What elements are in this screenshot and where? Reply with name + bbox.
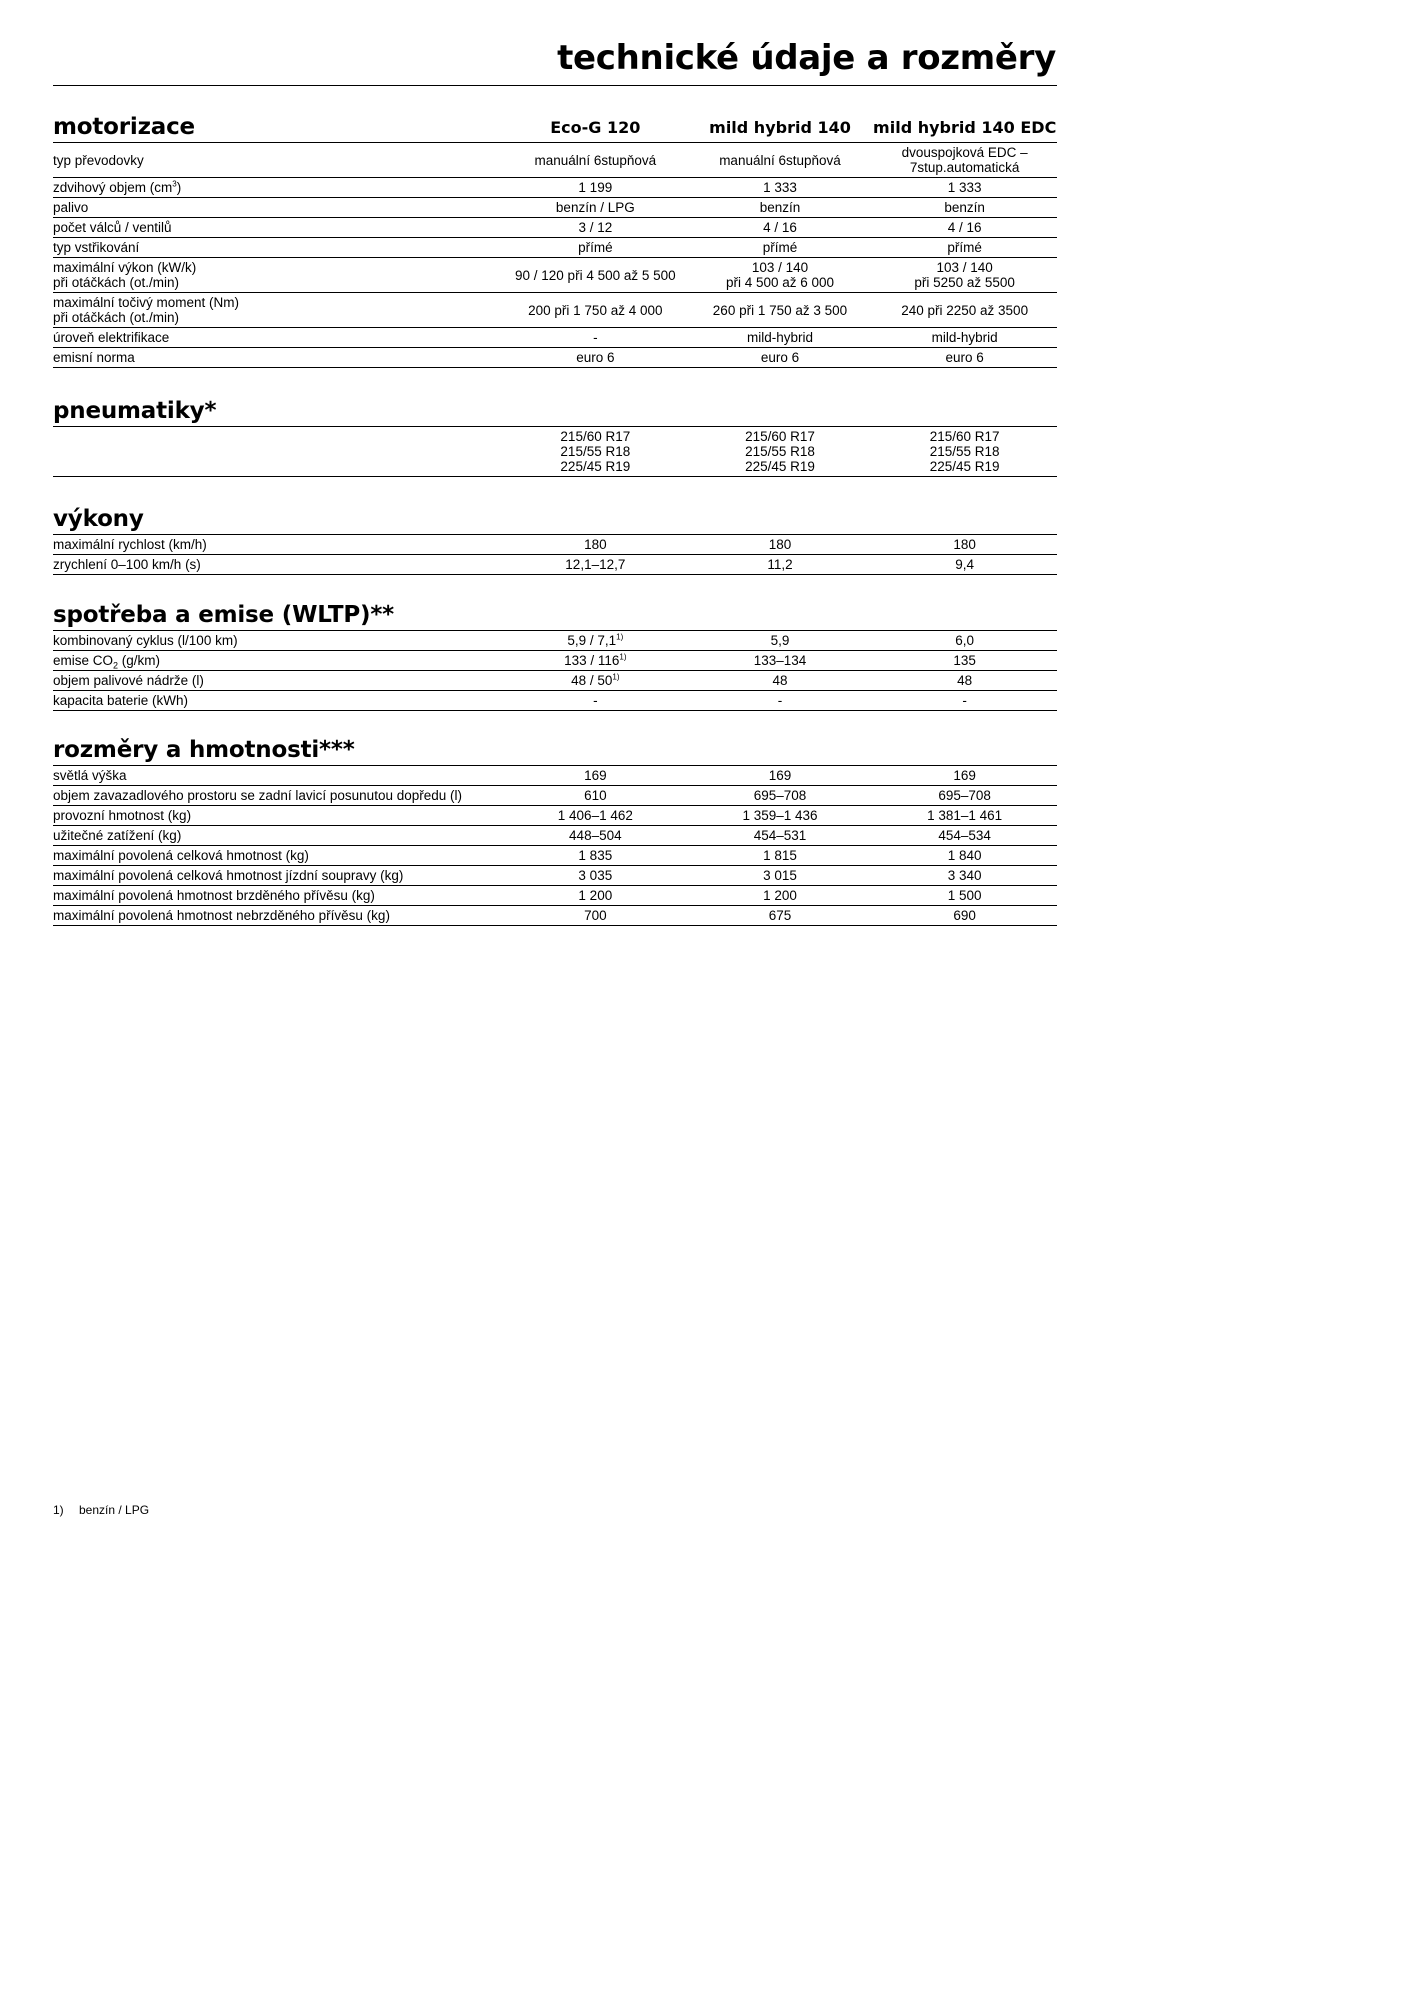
row-label-text: maximální povolená hmotnost brzděného přívěsu (kg) [53, 888, 375, 903]
row-label [53, 651, 503, 671]
row-label [53, 258, 503, 293]
value-cell [503, 671, 688, 691]
footnote-ref: 1) [612, 672, 620, 682]
value-cell [688, 535, 873, 555]
value-cell [688, 293, 873, 328]
row-label [53, 846, 503, 866]
value-cell [503, 143, 688, 178]
table-row [53, 143, 1057, 178]
value-cell [872, 535, 1057, 555]
value-cell [688, 218, 873, 238]
value-cell [688, 866, 873, 886]
value-cell [503, 866, 688, 886]
value-text: 48 / 50 [571, 673, 613, 688]
spec-table-pneumatiky [53, 426, 1057, 477]
value-cell [872, 846, 1057, 866]
row-label-text: kapacita baterie (kWh) [53, 693, 189, 708]
table-row [53, 535, 1057, 555]
footnote-ref: 1) [619, 652, 627, 662]
row-label-text: provozní hmotnost (kg) [53, 808, 192, 823]
row-label-text: zrychlení 0–100 km/h (s) [53, 557, 201, 572]
value-text: 1 406–1 462 [557, 808, 633, 823]
value-text: 448–504 [569, 828, 622, 843]
value-cell [503, 886, 688, 906]
value-text: 180 [768, 537, 792, 552]
value-cell [503, 691, 688, 711]
value-text: 1 333 [763, 180, 797, 195]
row-label [53, 671, 503, 691]
row-label [53, 786, 503, 806]
value-text: euro 6 [760, 350, 800, 365]
row-label [53, 806, 503, 826]
value-cell [872, 218, 1057, 238]
row-label [53, 631, 503, 651]
value-cell [872, 886, 1057, 906]
value-cell [503, 258, 688, 293]
row-label-text: maximální povolená celková hmotnost (kg) [53, 848, 309, 863]
row-label [53, 238, 503, 258]
section-motorizace [53, 112, 1057, 368]
value-cell [688, 671, 873, 691]
value-cell [503, 293, 688, 328]
value-text: 610 [584, 788, 607, 803]
row-label-text: počet válců / ventilů [53, 220, 172, 235]
row-label-text: emise CO [53, 653, 114, 668]
value-cell [688, 555, 873, 575]
value-cell [688, 238, 873, 258]
value-cell [503, 786, 688, 806]
value-text: 90 / 120 při 4 500 až 5 500 [515, 267, 676, 283]
row-label [53, 178, 503, 198]
section-spotreba [53, 600, 1057, 711]
value-text: 135 [953, 653, 976, 668]
row-label [53, 555, 503, 575]
value-cell [688, 427, 873, 477]
section-heading-motorizace: motorizace [53, 114, 195, 140]
value-cell [872, 671, 1057, 691]
value-text: 180 [953, 537, 976, 552]
table-row [53, 631, 1057, 651]
row-label [53, 535, 503, 555]
value-cell [688, 806, 873, 826]
row-label-text: palivo [53, 200, 89, 215]
row-label-text: světlá výška [53, 768, 127, 783]
row-label [53, 427, 503, 477]
value-text: 1 840 [947, 848, 982, 863]
value-cell [872, 691, 1057, 711]
value-text: 215/60 R17 215/55 R18 225/45 R19 [745, 429, 815, 474]
page-title: technické údaje a rozměry [557, 38, 1056, 78]
table-row [53, 427, 1057, 477]
value-text: 1 200 [763, 888, 797, 903]
value-text: - [593, 693, 598, 708]
table-row [53, 691, 1057, 711]
label-superscript: 3 [172, 179, 177, 189]
value-text: 48 [772, 673, 788, 688]
row-label [53, 766, 503, 786]
value-text: 695–708 [938, 788, 991, 803]
value-cell [872, 806, 1057, 826]
label-subscript: 2 [113, 660, 119, 671]
row-label [53, 143, 503, 178]
value-text: 700 [584, 908, 607, 923]
value-cell [872, 178, 1057, 198]
value-text: 5,9 [770, 633, 790, 648]
value-text: 1 333 [947, 180, 982, 195]
value-text: 240 při 2250 až 3500 [901, 302, 1029, 318]
value-text: mild-hybrid [931, 330, 998, 345]
table-row [53, 806, 1057, 826]
spec-table-rozmery [53, 765, 1057, 926]
row-label-text: maximální výkon (kW/k) při otáčkách (ot./min) [53, 260, 197, 290]
value-cell [688, 348, 873, 368]
value-cell [688, 846, 873, 866]
row-label [53, 886, 503, 906]
section-heading-pneumatiky: pneumatiky* [53, 398, 217, 424]
value-cell [872, 238, 1057, 258]
table-row [53, 826, 1057, 846]
table-row [53, 766, 1057, 786]
value-text: 215/60 R17 215/55 R18 225/45 R19 [929, 429, 1000, 474]
value-cell [503, 555, 688, 575]
row-label-text: užitečné zatížení (kg) [53, 828, 182, 843]
value-text: 4 / 16 [947, 220, 982, 235]
table-row [53, 866, 1057, 886]
value-text: 180 [584, 537, 607, 552]
value-cell [688, 906, 873, 926]
label-suffix: (g/km) [118, 653, 161, 668]
row-label [53, 906, 503, 926]
value-text: benzín / LPG [555, 200, 635, 215]
row-label-text: zdvihový objem (cm [53, 180, 173, 195]
value-text: 3 035 [578, 868, 613, 883]
value-text: 695–708 [753, 788, 807, 803]
value-text: 1 500 [947, 888, 982, 903]
table-row [53, 846, 1057, 866]
row-label [53, 198, 503, 218]
section-heading-spotreba: spotřeba a emise (WLTP)** [53, 602, 394, 628]
value-cell [872, 826, 1057, 846]
value-cell [503, 535, 688, 555]
value-text: 454–534 [938, 828, 991, 843]
value-text: 1 199 [578, 180, 613, 195]
table-row [53, 671, 1057, 691]
value-cell [503, 806, 688, 826]
column-header-mild-hybrid-140: mild hybrid 140 [709, 118, 851, 137]
value-text: 690 [953, 908, 976, 923]
section-vykony [53, 504, 1057, 575]
value-cell [503, 218, 688, 238]
value-text: benzín [944, 200, 985, 215]
value-text: - [777, 693, 783, 708]
table-row [53, 651, 1057, 671]
value-text: 133–134 [753, 653, 807, 668]
spec-table-spotreba [53, 630, 1057, 711]
value-text: 1 835 [578, 848, 613, 863]
row-label-text: objem zavazadlového prostoru se zadní lavicí posunutou dopředu (l) [53, 788, 462, 803]
value-cell [872, 631, 1057, 651]
row-label [53, 293, 503, 328]
value-text: 675 [768, 908, 792, 923]
value-text: přímé [578, 240, 613, 255]
value-cell [688, 258, 873, 293]
spec-table-motorizace [53, 142, 1057, 368]
value-cell [503, 906, 688, 926]
value-text: 1 381–1 461 [927, 808, 1003, 823]
title-divider [53, 85, 1057, 86]
value-text: 9,4 [955, 557, 975, 572]
row-label-text: maximální povolená celková hmotnost jízdní soupravy (kg) [53, 868, 404, 883]
value-text: euro 6 [945, 350, 984, 365]
value-text: - [593, 330, 598, 345]
row-label-text: maximální povolená hmotnost nebrzděného přívěsu (kg) [53, 908, 390, 923]
value-text: manuální 6stupňová [719, 152, 841, 168]
value-cell [688, 328, 873, 348]
section-rozmery [53, 735, 1057, 926]
column-header-eco-g-120: Eco-G 120 [550, 118, 641, 137]
value-cell [688, 691, 873, 711]
value-cell [503, 238, 688, 258]
value-cell [688, 786, 873, 806]
value-text: 11,2 [767, 557, 793, 572]
value-text: 133 / 116 [564, 653, 620, 668]
value-text: 169 [953, 768, 976, 783]
value-text: - [962, 693, 967, 708]
value-cell [872, 427, 1057, 477]
row-label-text: maximální točivý moment (Nm) při otáčkách (ot./min) [53, 295, 240, 325]
section-heading-rozmery: rozměry a hmotnosti*** [53, 737, 355, 763]
value-cell [872, 766, 1057, 786]
value-cell [688, 886, 873, 906]
value-cell [503, 846, 688, 866]
row-label [53, 826, 503, 846]
value-cell [688, 826, 873, 846]
table-row [53, 178, 1057, 198]
spec-table-vykony [53, 534, 1057, 575]
row-label-text: maximální rychlost (km/h) [53, 537, 207, 552]
value-text: 103 / 140 při 4 500 až 6 000 [725, 260, 835, 290]
value-text: 3 015 [763, 868, 797, 883]
value-cell [872, 866, 1057, 886]
row-label-text: kombinovaný cyklus (l/100 km) [53, 633, 238, 648]
value-text: benzín [759, 200, 801, 215]
value-cell [688, 178, 873, 198]
value-text: 5,9 / 7,1 [567, 633, 617, 648]
value-cell [872, 348, 1057, 368]
value-text: manuální 6stupňová [534, 152, 657, 168]
value-cell [872, 198, 1057, 218]
value-cell [872, 143, 1057, 178]
section-heading-vykony: výkony [53, 506, 144, 532]
footnote-text: benzín / LPG [79, 1503, 150, 1517]
table-row [53, 328, 1057, 348]
value-cell [503, 198, 688, 218]
section-pneumatiky [53, 396, 1057, 477]
row-label-text: emisní norma [53, 350, 135, 365]
value-text: dvouspojková EDC – 7stup.automatická [901, 145, 1028, 175]
value-cell [872, 786, 1057, 806]
value-cell [688, 143, 873, 178]
value-text: 454–531 [753, 828, 807, 843]
value-cell [503, 328, 688, 348]
row-label [53, 348, 503, 368]
row-label [53, 866, 503, 886]
value-text: přímé [947, 240, 982, 255]
value-text: 260 při 1 750 až 3 500 [712, 302, 848, 318]
value-cell [872, 555, 1057, 575]
value-text: mild-hybrid [746, 330, 813, 345]
value-text: 12,1–12,7 [565, 557, 626, 572]
value-cell [688, 766, 873, 786]
section-header [53, 112, 1057, 142]
value-text: 6,0 [955, 633, 975, 648]
value-cell [503, 427, 688, 477]
value-text: 103 / 140 při 5250 až 5500 [914, 260, 1015, 290]
table-row [53, 238, 1057, 258]
table-row [53, 786, 1057, 806]
value-text: 1 359–1 436 [742, 808, 818, 823]
table-row [53, 555, 1057, 575]
row-label-text: typ vstřikování [53, 240, 140, 255]
value-text: 1 200 [578, 888, 613, 903]
row-label [53, 218, 503, 238]
value-cell [688, 198, 873, 218]
value-cell [503, 826, 688, 846]
value-cell [503, 348, 688, 368]
table-row [53, 198, 1057, 218]
footnote-ref: 1) [616, 632, 624, 642]
row-label [53, 691, 503, 711]
table-row [53, 886, 1057, 906]
value-text: 3 / 12 [578, 220, 613, 235]
table-row [53, 348, 1057, 368]
value-cell [872, 906, 1057, 926]
value-cell [872, 293, 1057, 328]
column-header-mild-hybrid-140-edc: mild hybrid 140 EDC [873, 118, 1057, 137]
table-row [53, 218, 1057, 238]
row-label-text: typ převodovky [53, 152, 144, 168]
value-text: přímé [762, 240, 798, 255]
table-row [53, 906, 1057, 926]
value-text: 169 [768, 768, 792, 783]
value-text: 215/60 R17 215/55 R18 225/45 R19 [560, 429, 631, 474]
value-cell [503, 766, 688, 786]
row-label [53, 328, 503, 348]
value-cell [503, 631, 688, 651]
value-cell [503, 178, 688, 198]
table-row [53, 258, 1057, 293]
value-text: 1 815 [763, 848, 797, 863]
row-label-text: objem palivové nádrže (l) [53, 673, 204, 688]
value-text: 4 / 16 [763, 220, 797, 235]
value-cell [688, 631, 873, 651]
value-text: euro 6 [576, 350, 615, 365]
value-text: 48 [957, 673, 973, 688]
value-text: 169 [584, 768, 607, 783]
value-cell [872, 258, 1057, 293]
value-cell [872, 328, 1057, 348]
value-text: 200 při 1 750 až 4 000 [528, 302, 663, 318]
value-cell [688, 651, 873, 671]
value-cell [503, 651, 688, 671]
table-row [53, 293, 1057, 328]
label-suffix: ) [176, 180, 182, 195]
value-text: 3 340 [947, 868, 982, 883]
footnote-mark: 1) [53, 1503, 64, 1517]
value-cell [872, 651, 1057, 671]
footnote [53, 1503, 149, 1517]
row-label-text: úroveň elektrifikace [53, 330, 170, 345]
